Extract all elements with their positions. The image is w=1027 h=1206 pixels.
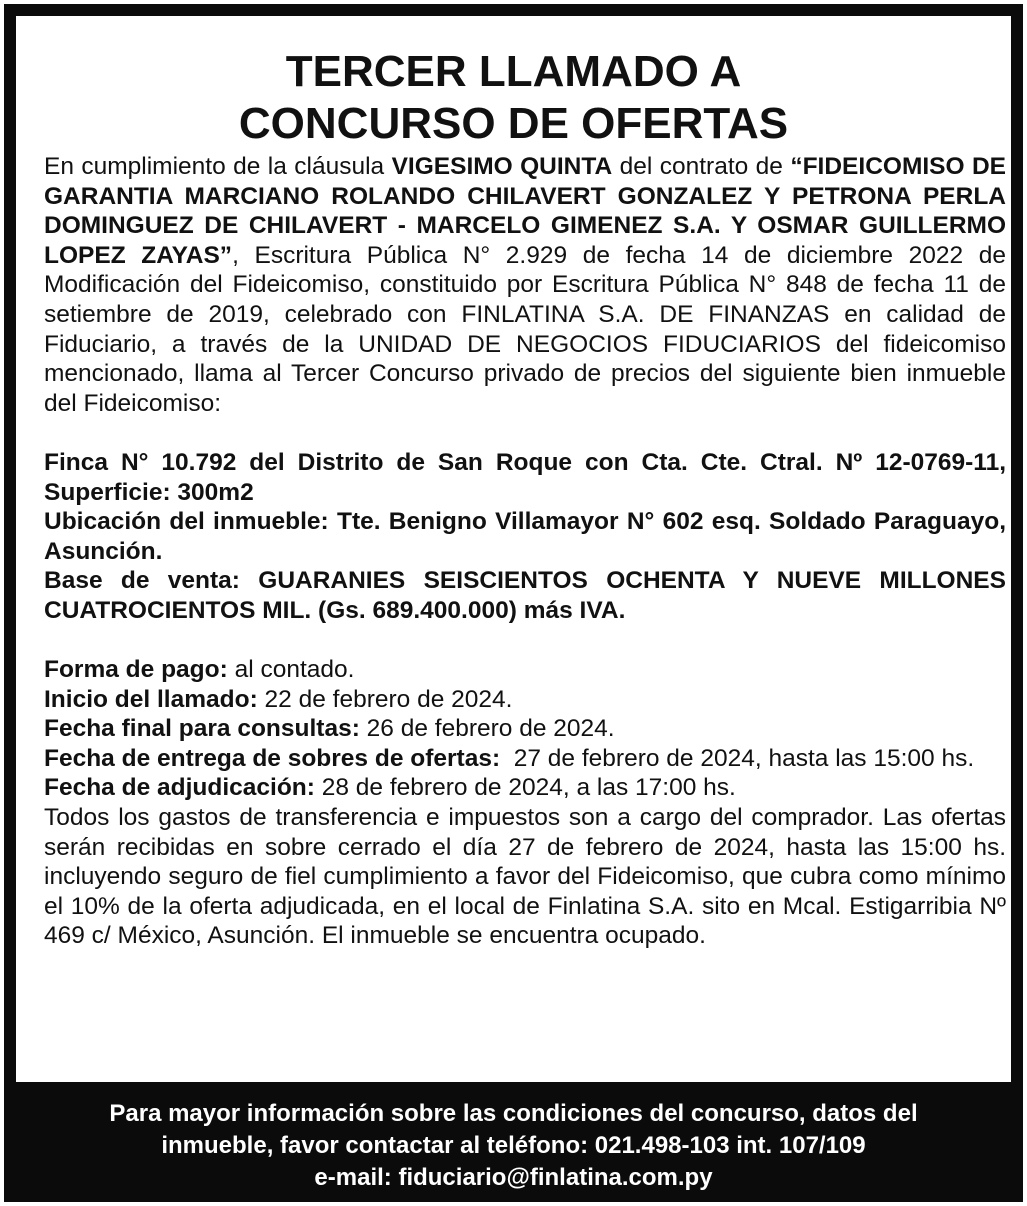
start-value: 22 de febrero de 2024. xyxy=(257,685,513,713)
payment-value: al contado. xyxy=(227,656,355,684)
start-date xyxy=(44,685,1006,715)
property-base-price xyxy=(44,566,1006,625)
award-label: Fecha de adjudicación: xyxy=(44,774,315,802)
spacer xyxy=(44,418,1006,448)
trust-name: “FIDEICOMISO DE GARANTIA MARCIANO ROLANDO CHILAVERT GONZALEZ Y PETRONA PERLA DOMINGUEZ DE CHILAVERT - MARCELO GIMENEZ S.A. Y OSMAR GUILLERMO LOPEZ ZAYAS” xyxy=(44,153,1007,269)
payment-terms xyxy=(44,655,1006,685)
closing-paragraph: Todos los gastos de transferencia e impuestos son a cargo del comprador. Las ofertas serán recibidas en sobre cerrado el día 27 de febrero de 2024, hasta las 15:00 hs. incluyendo seguro de fiel cumplimiento a favor del Fideicomiso, que cubra como mínimo el 10% de la oferta adjudicada, en el local de Finlatina S.A. sito en Mcal. Estigarribia Nº 469 c/ México, Asunción. El inmueble se encuentra ocupado. xyxy=(44,804,1006,950)
intro-text-3: , Escritura Pública N° 2.929 de fecha 14 de diciembre 2022 de Modificación del Fideicomiso, constituido por Escritura Pública N° 848 de fecha 11 de setiembre de 2019, celebrado con FINLATINA S.A. DE FINANZAS en calidad de Fiduciario, a través de la UNIDAD DE NEGOCIOS FIDUCIARIOS del fideicomiso mencionado, llama al Tercer Concurso privado de precios del siguiente bien inmueble del Fideicomiso: xyxy=(44,241,1006,417)
queries-deadline xyxy=(44,714,1006,744)
property-location-text: Ubicación del inmueble: Tte. Benigno Villamayor N° 602 esq. Soldado Paraguayo, Asunción. xyxy=(44,508,1006,565)
queries-value: 26 de febrero de 2024. xyxy=(359,715,615,743)
property-location xyxy=(44,507,1006,566)
footer-line-1: Para mayor información sobre las condiciones del concurso, datos del xyxy=(109,1100,918,1127)
title-line-2: CONCURSO DE OFERTAS xyxy=(238,99,789,148)
footer-line-2: inmueble, favor contactar al teléfono: 021.498-103 int. 107/109 xyxy=(161,1132,866,1159)
award-value: 28 de febrero de 2024, a las 17:00 hs. xyxy=(314,774,736,802)
property-base-price-text: Base de venta: GUARANIES SEISCIENTOS OCHENTA Y NUEVE MILLONES CUATROCIENTOS MIL. (Gs. 689.400.000) más IVA. xyxy=(44,567,1006,624)
notice-body xyxy=(16,16,1011,1082)
delivery-value: 27 de febrero de 2024, hasta las 15:00 hs. xyxy=(500,744,975,772)
delivery-date xyxy=(44,744,1006,774)
intro-text-1: En cumplimiento de la cláusula xyxy=(44,153,392,180)
property-finca-text: Finca N° 10.792 del Distrito de San Roque con Cta. Cte. Ctral. Nº 12-0769-11, Superficie: 300m2 xyxy=(44,448,1006,506)
award-date xyxy=(44,773,1006,803)
intro-text-2: del contrato de xyxy=(612,153,791,180)
notice-content xyxy=(44,152,1006,951)
contact-footer xyxy=(16,1082,1011,1202)
intro-paragraph xyxy=(44,152,1006,418)
delivery-label: Fecha de entrega de sobres de ofertas: xyxy=(44,744,501,772)
payment-label: Forma de pago: xyxy=(44,656,228,684)
queries-label: Fecha final para consultas: xyxy=(44,715,360,743)
clause-name: VIGESIMO QUINTA xyxy=(391,153,613,180)
start-label: Inicio del llamado: xyxy=(44,685,258,713)
notice-title xyxy=(16,46,1011,150)
title-line-1: TERCER LLAMADO A xyxy=(285,47,742,96)
spacer xyxy=(44,626,1006,656)
property-finca xyxy=(44,448,1006,507)
footer-email: e-mail: fiduciario@finlatina.com.py xyxy=(314,1164,713,1191)
notice-frame xyxy=(4,4,1023,1202)
